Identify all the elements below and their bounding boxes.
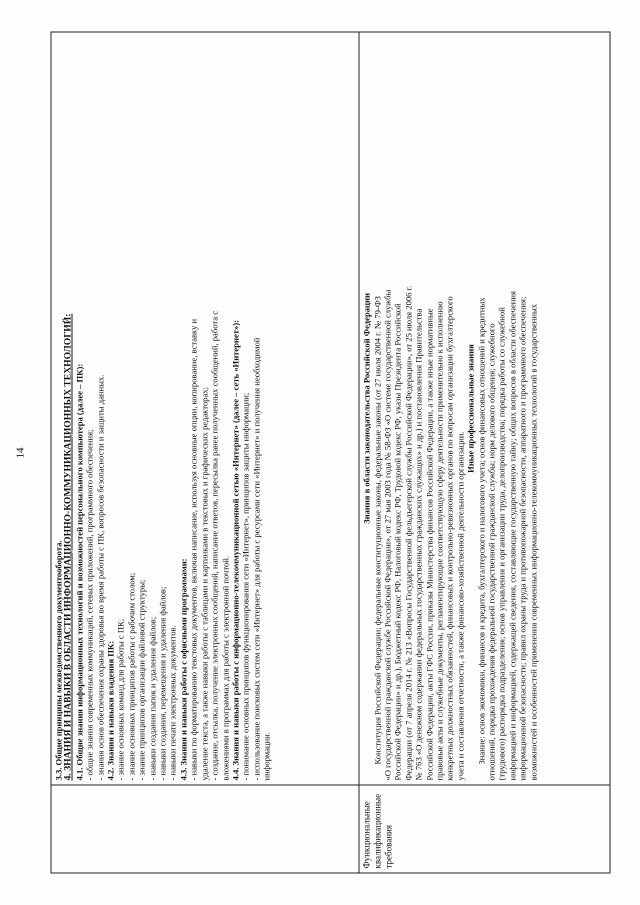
section-4-3-item-line: - создание, отсылка, получение электронных сообщений, написание ответов, пересылка ранее полученных сообщений, работа с [209,310,220,780]
section-4-2-item: - знание основных команд для работы с ПК; [115,618,126,780]
professional-text-line: информацией и информацией, содержащей сведения, составляющие государственную тайну; общих вопросов в области обеспечения [506,290,517,780]
label-line: требования [383,824,394,868]
section-4-2-item: - знание основных принципов работы с рабочим столом; [125,572,136,780]
table-row [51,32,359,873]
law-text-line: Российской Федерации, акты ГФС России, приказы Министерства финансов Российской Федерации, а также иные нормативные [423,307,434,780]
law-text-line: учета и составления отчетности, а также финансово-хозяйственной деятельности организации. [454,430,465,780]
page-number: 14 [14,447,26,458]
section-4-2-item: - навыки создания папок и удаления файлов; [146,616,157,780]
section-4-2-title: 4.2. Знания и навыки владения ПК: [105,640,116,780]
law-heading: Знания в области законодательства Российской Федерации [361,292,372,524]
professional-knowledge-heading: Иные профессиональные знания [465,343,476,473]
section-4-title: 4. ЗНАНИЯ И НАВЫКИ В ОБЛАСТИ ИНФОРМАЦИОННО-КОММУНИКАЦИОННЫХ ТЕХНОЛОГИЙ: [62,313,74,780]
law-text-line: «О государственной гражданской службе Российской Федерации», от 27 мая 2003 года № 58-ФЗ «О системе государственной службы [382,289,392,780]
section-4-4-item-line: информации. [261,731,272,780]
section-4-3-title: 4.3. Знания и навыки работы с офисными программами: [177,557,188,780]
professional-text-line: возможностей и особенностей применения современных информационно-телекоммуникационных технологий в государственных [527,303,538,780]
law-text-line: Российской Федерации» и др.), Бюджетный кодекс РФ, Налоговый кодекс РФ, Трудовой кодекс РФ, указы Президента Российской [392,302,403,780]
section-4-4-item: - понимание основных принципов функционирования сети «Интернет», принципов защиты информации; [240,392,251,780]
section-4-4-title: 4.4. Знания и навыки работы с информационно-телекоммуникационной сетью «Интернет» (далее – сеть «Интернет»): [229,319,240,780]
functional-requirements-label [359,785,610,873]
professional-text-line: информационной безопасности; правил охраны труда и противопожарной безопасности, аппаратного и программного обеспечения; [517,296,528,780]
label-line: Функциональные [361,800,372,868]
section-4-1-title: 4.1. Общие знания информационных технологий и возможностей персонального компьютера (далее – ПК): [73,363,84,780]
professional-text-line: Знание: основ экономики, финансов и кредита, бухгалтерского и налогового учета; основ финансовых отношений и кредитных [475,296,486,764]
section-4-3-item-line: удаление текста, а также навыки работы с таблицами и картинками в текстовых и графических редакторах; [198,386,209,780]
section-4-4-item-line: - использование поисковых систем сети «Интернет» для работы с ресурсами сети «Интернет» и получения необходимой [250,337,261,780]
law-text-line: № 763 «О денежном содержании федеральных государственных гражданских служащих» и др.) и постановления Правительства [413,308,424,780]
empty-label-cell [51,785,359,873]
law-text-line: Конституция Российской Федерации; федеральные конституционные законы, федеральные законы (от 27 июля 2004 г. № 79-ФЗ [371,295,382,764]
table-row [359,32,610,873]
section-4-2-item: - навыки печати электронных документов. [167,624,178,780]
section-4-1-item: - знания основ обеспечения охраны здоровья во время работы с ПК, вопросов безопасности и защиты данных. [94,374,105,780]
section-4-2-item: - знание принципов организации файловой структуры; [136,579,147,780]
professional-text-line: отношений, порядка прохождения федеральной государственной гражданской службы; норм делового общения; служебного [486,322,497,780]
law-text-line: конкретных должностных обязанностей, финансовых и контрольно-ревизионных органов по вопросам организации бухгалтерского [444,295,455,780]
section-4-3-item-line: - навыки по форматированию текстовых документов, включая написание, используя основные опции, копирование, вставку и [188,318,199,780]
law-text-line: правовые акты и служебные документы, регламентирующие соответствующую сферу деятельности применительно к исполнению [434,300,445,780]
content-cell-bottom [359,32,610,785]
section-4-2-item: - навыки создания, перемещения и удаления файлов; [157,586,168,780]
section-3-3: 3.3. Общие принципы межведомственного документооборота. [53,539,63,780]
label-line: квалификационные [372,793,383,868]
requirements-table [50,31,610,873]
content-cell-top [51,32,359,785]
section-4-1-item: - общие знания современных коммуникаций, сетевых приложений, программного обеспечения; [84,429,95,780]
section-4-3-item-line: вложениями в программах для работы с электронной почтой. [219,555,230,780]
professional-text-line: (трудового) распорядка подразделения; основ управления и организации труда, делопроизводства; порядка работы со служебной [496,306,507,780]
law-text-line: Федерации (от 7 апреля 2014 г. № 213 «Вопросы Государственной фельдъегерской службы Российской Федерации», от 25 июля 2006 г. [402,285,413,780]
